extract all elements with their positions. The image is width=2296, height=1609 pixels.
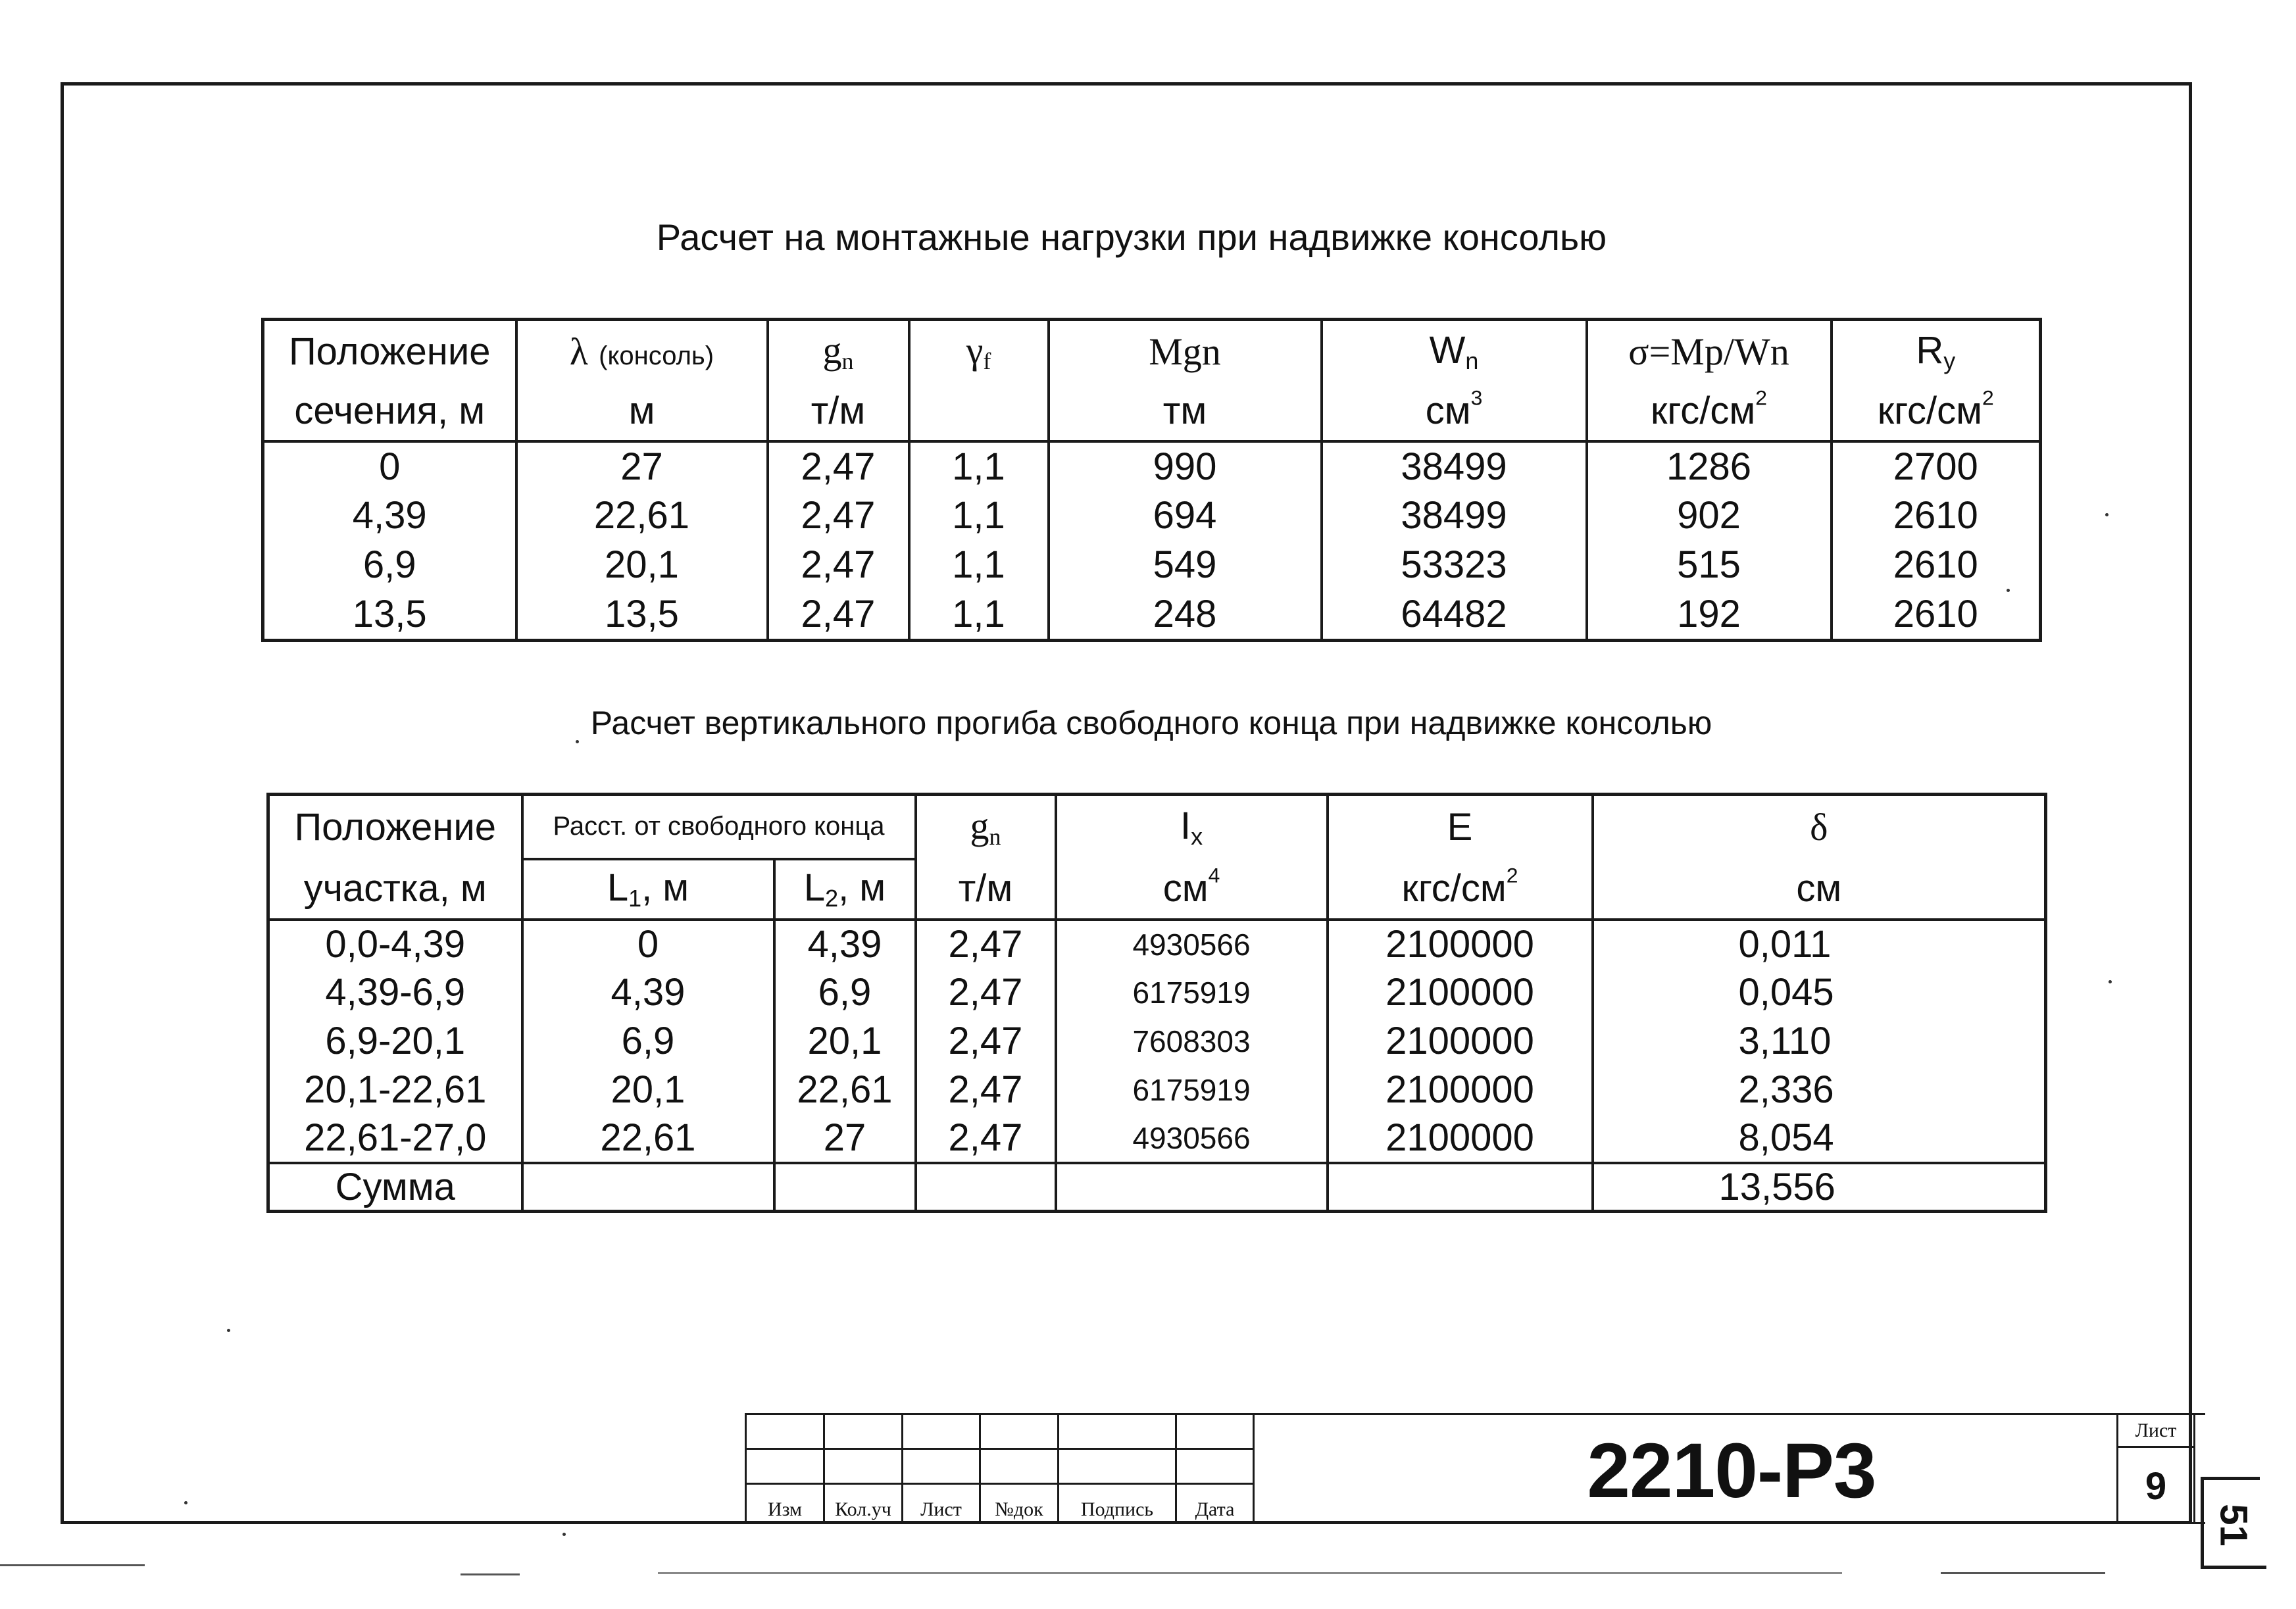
t1-cell: 38499: [1322, 491, 1587, 540]
t2-cell: 2100000: [1328, 1017, 1593, 1066]
t1-cell: 549: [1049, 540, 1322, 589]
console-note: (консоль): [599, 341, 714, 370]
t2-cell: 20,1: [774, 1017, 916, 1066]
l1-unit: , м: [641, 866, 689, 909]
stamp-label-izm: Изм: [767, 1498, 803, 1520]
t2-u-e: [1328, 859, 1593, 920]
wn-unit-sup: 3: [1470, 385, 1483, 410]
t1-u-mgn: тм: [1049, 382, 1322, 441]
t2-cell: 22,61-27,0: [268, 1114, 522, 1163]
t2-cell: 2,47: [916, 920, 1056, 968]
l2-sub: 2: [825, 884, 839, 912]
table2-title: Расчет вертикального прогиба свободного конца при надвижке консолью: [590, 705, 1712, 741]
gn-sub: n: [841, 347, 854, 374]
t2-cell: 2100000: [1328, 1066, 1593, 1114]
t2-h-e: E: [1328, 795, 1593, 859]
t1-cell: 13,5: [263, 589, 516, 641]
t1-cell: 2,47: [768, 441, 909, 491]
t1-cell: 2610: [1832, 540, 2041, 589]
table2: [266, 793, 2047, 1213]
t1-u-gn: т/м: [768, 382, 909, 441]
t2-h-l2: [774, 859, 916, 920]
t2-ix-sub: x: [1191, 823, 1203, 851]
t1-cell: 2,47: [768, 491, 909, 540]
sigma-unit: кгс/см: [1651, 389, 1756, 432]
t2-h-dist-group: Расст. от свободного конца: [522, 795, 916, 859]
page-tag: 51: [2212, 1504, 2255, 1547]
t2-cell: 2100000: [1328, 920, 1593, 968]
e-unit: кгс/см: [1401, 867, 1507, 910]
t2-cell: 2,336: [1593, 1066, 2046, 1114]
table-row: [268, 1114, 2046, 1163]
t2-gn-sub: n: [989, 824, 1001, 851]
t2-empty-cell: [1056, 1163, 1328, 1212]
t2-cell: 2,47: [916, 1114, 1056, 1163]
t1-h-ry: [1832, 320, 2041, 382]
t2-cell: 6175919: [1056, 1066, 1328, 1114]
t2-cell: 2100000: [1328, 968, 1593, 1017]
t1-h-sigma: σ=Mp/Wn: [1587, 320, 1832, 382]
t1-h-pos-bottom: сечения, м: [263, 382, 516, 441]
table1: [261, 318, 2042, 642]
t1-cell: 38499: [1322, 441, 1587, 491]
stamp-label-podpis: Подпись: [1080, 1498, 1154, 1520]
l1-sub: 1: [628, 884, 642, 912]
t1-cell: 64482: [1322, 589, 1587, 641]
t2-cell: 6175919: [1056, 968, 1328, 1017]
ix-unit-sup: 4: [1208, 863, 1220, 887]
table-row: [268, 1017, 2046, 1066]
stamp-cell: [979, 1413, 1059, 1450]
ry-unit-sup: 2: [1982, 385, 1994, 410]
stamp-cell: [901, 1448, 981, 1485]
scan-speck: [562, 1533, 566, 1536]
gamma-sub: f: [983, 347, 991, 374]
t2-h-ix: [1056, 795, 1328, 859]
t2-cell: 20,1: [522, 1066, 774, 1114]
t2-cell: 4,39-6,9: [268, 968, 522, 1017]
scan-speck: [227, 1329, 230, 1332]
stamp-label-data: Дата: [1195, 1498, 1235, 1520]
stamp-cell: [901, 1413, 981, 1450]
wn-sub: n: [1465, 347, 1479, 374]
stamp-label-list: Лист: [920, 1498, 962, 1520]
t2-cell: 6,9: [774, 968, 916, 1017]
table-row: [263, 540, 2041, 589]
t1-cell: 902: [1587, 491, 1832, 540]
t2-cell: 22,61: [774, 1066, 916, 1114]
t1-cell: 2,47: [768, 540, 909, 589]
t2-cell: 2,47: [916, 1017, 1056, 1066]
t2-cell: 8,054: [1593, 1114, 2046, 1163]
t2-cell: 0,011: [1593, 920, 2046, 968]
sum-value: 13,556: [1593, 1163, 2046, 1212]
t1-u-lambda: м: [516, 382, 768, 441]
ry-sub: y: [1943, 347, 1956, 374]
stamp-cell: [823, 1413, 903, 1450]
scan-speck: [2105, 513, 2109, 516]
t2-cell: 27: [774, 1114, 916, 1163]
sum-label: Сумма: [268, 1163, 522, 1212]
wn-unit: см: [1425, 389, 1471, 432]
t1-cell: 22,61: [516, 491, 768, 540]
stamp-cell: [823, 1448, 903, 1485]
t1-u-wn: [1322, 382, 1587, 441]
t1-h-wn: [1322, 320, 1587, 382]
scan-artifact: [1941, 1572, 2105, 1574]
scan-speck: [576, 740, 579, 743]
doc-code: 2210-Р3: [1587, 1427, 1876, 1514]
ry-sym: R: [1916, 328, 1944, 372]
t1-cell: 53323: [1322, 540, 1587, 589]
t1-cell: 2610: [1832, 589, 2041, 641]
stamp-cell: [1175, 1448, 1255, 1485]
table-row: [263, 589, 2041, 641]
t1-cell: 1,1: [909, 491, 1049, 540]
t2-gn-sym: g: [970, 804, 989, 848]
t1-cell: 1,1: [909, 589, 1049, 641]
t2-ix-sym: I: [1180, 804, 1191, 848]
t2-cell: 0,0-4,39: [268, 920, 522, 968]
stamp-cell: [745, 1413, 825, 1450]
t1-cell: 27: [516, 441, 768, 491]
t2-empty-cell: [1328, 1163, 1593, 1212]
sigma-unit-sup: 2: [1755, 385, 1767, 410]
gn-sym: g: [822, 328, 842, 372]
t1-cell: 2610: [1832, 491, 2041, 540]
t2-cell: 6,9-20,1: [268, 1017, 522, 1066]
t2-empty-cell: [774, 1163, 916, 1212]
t2-cell: 0: [522, 920, 774, 968]
t1-cell: 192: [1587, 589, 1832, 641]
t1-h-lambda: [516, 320, 768, 382]
t1-h-gamma: [909, 320, 1049, 382]
gamma-sym: γ: [966, 328, 984, 372]
stamp-label-ndok: №док: [995, 1498, 1043, 1520]
t2-u-ix: [1056, 859, 1328, 920]
scan-artifact: [461, 1573, 520, 1575]
stamp-label-koluch: Кол.уч: [835, 1498, 891, 1520]
t1-cell: 1286: [1587, 441, 1832, 491]
t1-u-sigma: [1587, 382, 1832, 441]
t1-h-pos-top: Положение: [263, 320, 516, 382]
t2-cell: 4,39: [522, 968, 774, 1017]
lambda-symbol: λ: [569, 330, 589, 373]
t2-empty-cell: [916, 1163, 1056, 1212]
stamp-cell: [1175, 1413, 1255, 1450]
t2-h-delta: δ: [1593, 795, 2046, 859]
t1-cell: 694: [1049, 491, 1322, 540]
l1-sym: L: [607, 866, 629, 909]
table-row: [263, 441, 2041, 491]
l2-sym: L: [803, 866, 826, 909]
t2-cell: 2,47: [916, 968, 1056, 1017]
scan-speck: [2007, 589, 2010, 592]
stamp-cell: [979, 1448, 1059, 1485]
t2-h-gn: [916, 795, 1056, 859]
t2-cell: 20,1-22,61: [268, 1066, 522, 1114]
page-tag-rule: [2201, 1480, 2204, 1569]
scan-artifact: [658, 1572, 1842, 1574]
sheet-label: Лист: [2135, 1420, 2177, 1441]
t1-cell: 990: [1049, 441, 1322, 491]
table1-title: Расчет на монтажные нагрузки при надвижке консолью: [656, 216, 1607, 258]
ry-unit: кгс/см: [1877, 389, 1982, 432]
t2-cell: 3,110: [1593, 1017, 2046, 1066]
t2-cell: 2100000: [1328, 1114, 1593, 1163]
table2-sum-row: [268, 1163, 2046, 1212]
t1-cell: 6,9: [263, 540, 516, 589]
t2-cell: 0,045: [1593, 968, 2046, 1017]
wn-sym: W: [1429, 328, 1466, 372]
table-row: [268, 920, 2046, 968]
table2-unit-row: [268, 859, 2046, 920]
page-tag-rule: [2201, 1566, 2266, 1569]
stamp-cell: [1057, 1413, 1177, 1450]
stamp-cell: [1057, 1448, 1177, 1485]
t1-h-gn: [768, 320, 909, 382]
t1-cell: 20,1: [516, 540, 768, 589]
t1-u-ry: [1832, 382, 2041, 441]
l2-unit: , м: [838, 866, 886, 909]
t2-empty-cell: [522, 1163, 774, 1212]
t1-cell: 2700: [1832, 441, 2041, 491]
table-row: [268, 1066, 2046, 1114]
t2-u-gn: т/м: [916, 859, 1056, 920]
t2-cell: 4930566: [1056, 1114, 1328, 1163]
scan-speck: [2109, 980, 2112, 983]
t1-h-mgn: Mgn: [1049, 320, 1322, 382]
t1-u-gamma: [909, 382, 1049, 441]
t2-cell: 6,9: [522, 1017, 774, 1066]
table1-header-row: [263, 320, 2041, 382]
t2-u-delta: см: [1593, 859, 2046, 920]
page-tag-rule: [2201, 1477, 2260, 1480]
t1-cell: 4,39: [263, 491, 516, 540]
t2-cell: 7608303: [1056, 1017, 1328, 1066]
title-block: [745, 1413, 2192, 1524]
t1-cell: 1,1: [909, 540, 1049, 589]
t1-cell: 515: [1587, 540, 1832, 589]
t2-cell: 4,39: [774, 920, 916, 968]
t2-cell: 22,61: [522, 1114, 774, 1163]
table1-unit-row: [263, 382, 2041, 441]
ix-unit: см: [1162, 867, 1209, 910]
t1-cell: 13,5: [516, 589, 768, 641]
t2-h-pos-bottom: участка, м: [268, 859, 522, 920]
table-row: [263, 491, 2041, 540]
e-unit-sup: 2: [1506, 863, 1518, 887]
t1-cell: 1,1: [909, 441, 1049, 491]
t2-h-pos-top: Положение: [268, 795, 522, 859]
table-row: [268, 968, 2046, 1017]
t2-cell: 4930566: [1056, 920, 1328, 968]
table2-header-row: [268, 795, 2046, 859]
t2-h-l1: [522, 859, 774, 920]
t1-cell: 0: [263, 441, 516, 491]
sheet-number: 9: [2145, 1465, 2167, 1508]
t1-cell: 2,47: [768, 589, 909, 641]
scan-artifact: [0, 1564, 145, 1566]
t2-cell: 2,47: [916, 1066, 1056, 1114]
stamp-cell: [745, 1448, 825, 1485]
scan-speck: [184, 1501, 187, 1504]
t1-cell: 248: [1049, 589, 1322, 641]
